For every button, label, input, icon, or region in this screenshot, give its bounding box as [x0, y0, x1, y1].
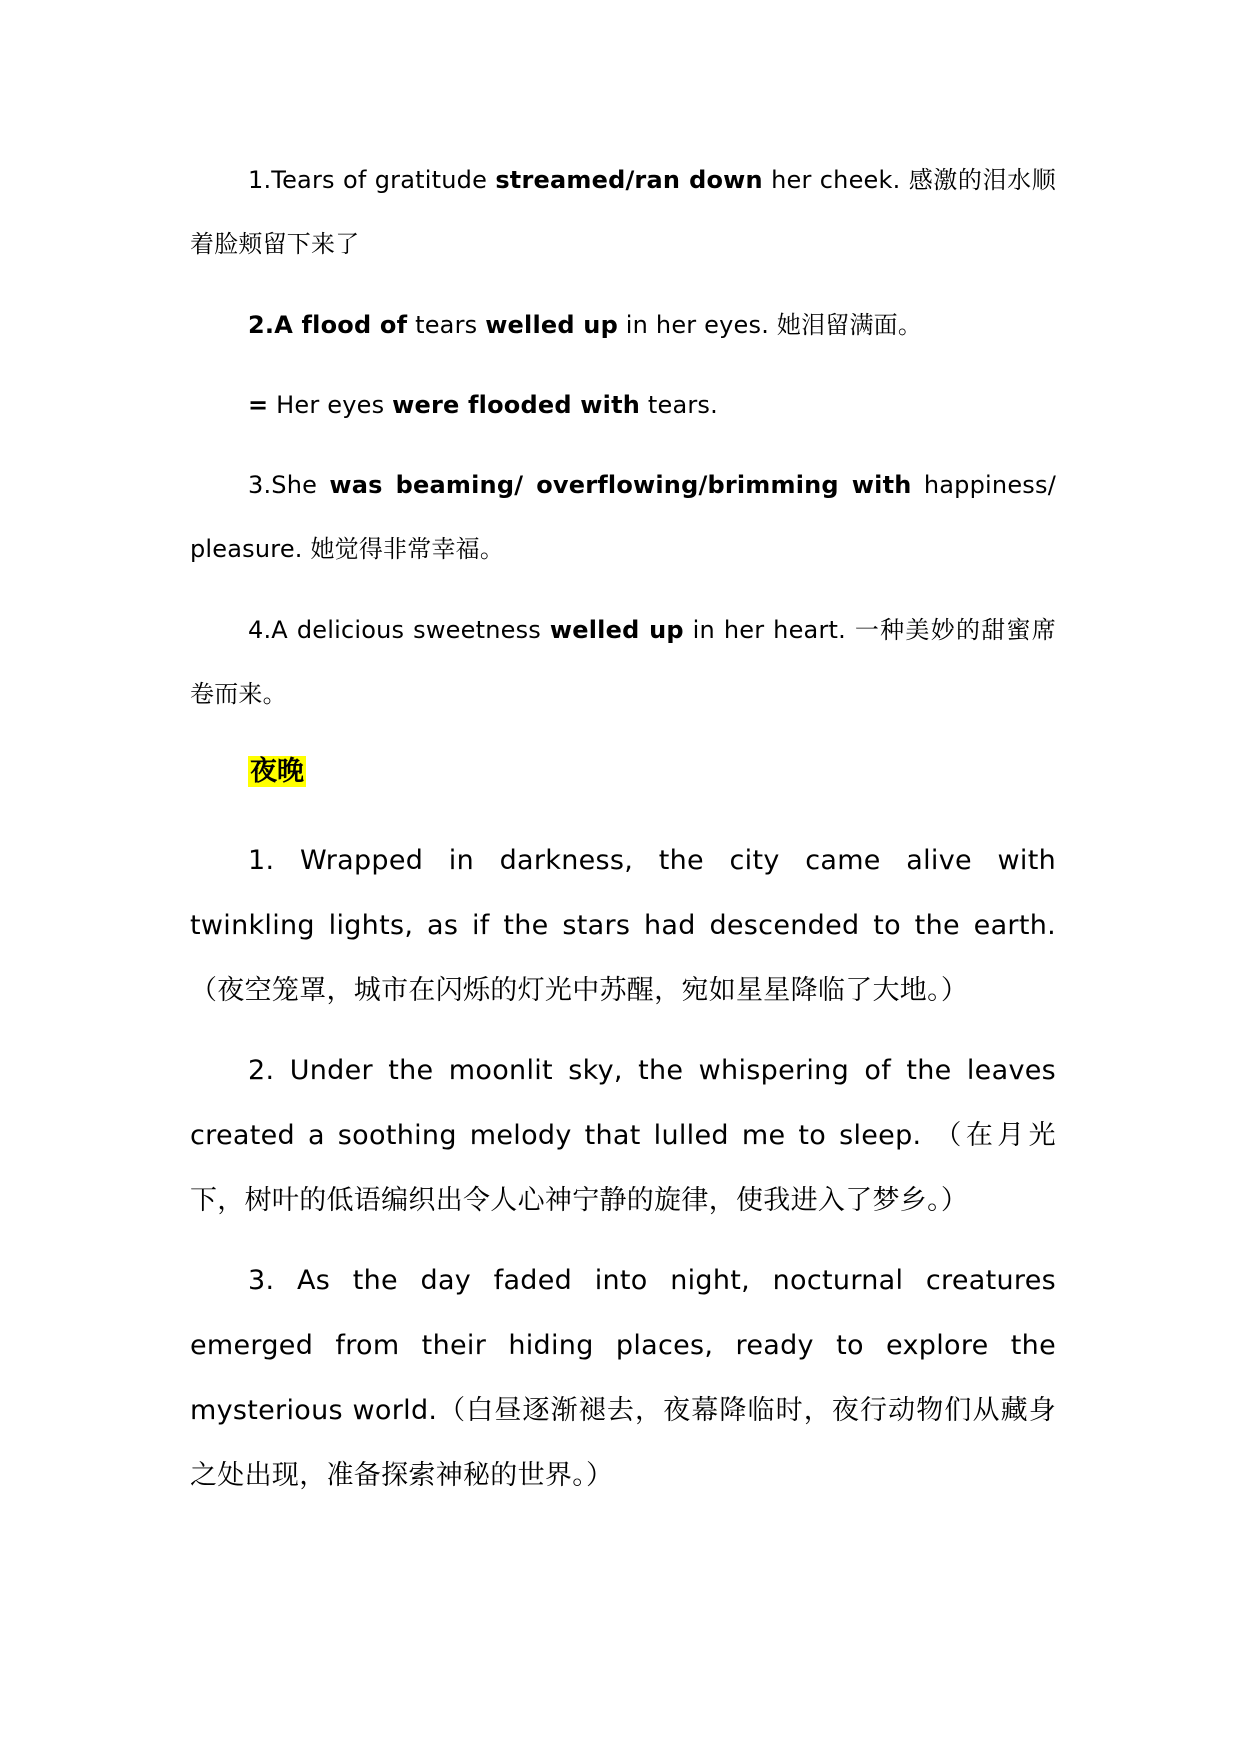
- sentence-1-english: 1. Wrapped in darkness, the city came alive with twinkling lights, as if the stars had descended to the earth.: [190, 845, 1056, 941]
- phrase-3-text: 3.She: [248, 471, 330, 499]
- phrase-item-2-alt: [190, 373, 1056, 437]
- phrase-2-alt-rest: tears.: [640, 391, 718, 419]
- equals-sign: =: [248, 391, 269, 419]
- section-heading-highlight: 夜晚: [250, 756, 304, 787]
- phrase-1-text: 1.Tears of gratitude: [248, 166, 496, 194]
- sentence-2-english: 2. Under the moonlit sky, the whispering of the leaves created a soothing melody that lulled me to sleep.: [190, 1055, 1056, 1151]
- phrase-4-rest: in her heart.: [683, 616, 855, 644]
- phrase-4-translation: 一种美妙的甜蜜席卷而来。: [190, 616, 1056, 708]
- phrase-1-rest: her cheek.: [762, 166, 909, 194]
- phrase-2-bold-start: 2.A flood of: [248, 311, 408, 339]
- sentence-1-translation: （夜空笼罩，城市在闪烁的灯光中苏醒，宛如星星降临了大地。）: [190, 975, 969, 1006]
- section-heading: [248, 752, 306, 792]
- phrase-3-rest: happiness/ pleasure.: [190, 471, 1056, 563]
- phrase-1-translation: 感激的泪水顺着脸颊留下来了: [190, 166, 1056, 258]
- phrase-item-2: [190, 293, 1056, 357]
- phrase-4-bold: welled up: [549, 616, 684, 644]
- phrase-3-translation: 她觉得非常幸福。: [310, 535, 505, 563]
- phrase-2-translation: 她泪留满面。: [776, 311, 923, 339]
- phrase-2-alt-text: Her eyes: [268, 391, 393, 419]
- phrase-1-bold: streamed/ran down: [495, 166, 763, 194]
- sentence-item-1: [190, 828, 1056, 1023]
- phrase-3-bold: was beaming/ overflowing/brimming with: [329, 471, 912, 499]
- sentence-item-3: [190, 1248, 1056, 1508]
- sentence-item-2: [190, 1038, 1056, 1233]
- sentence-2-translation: （在月光下，树叶的低语编织出令人心神宁静的旋律，使我进入了梦乡。）: [190, 1120, 1056, 1216]
- sentence-3-translation: （白昼逐渐褪去，夜幕降临时，夜行动物们从藏身之处出现，准备探索神秘的世界。）: [190, 1395, 1056, 1491]
- sentence-3-english: 3. As the day faded into night, nocturnal creatures emerged from their hiding places, ready to explore the mysterious world.: [190, 1265, 1056, 1426]
- phrase-item-4: [190, 598, 1056, 726]
- phrase-2-alt-bold: were flooded with: [392, 391, 641, 419]
- phrase-2-rest: in her eyes.: [617, 311, 777, 339]
- phrase-2-text: tears: [407, 311, 486, 339]
- phrase-2-bold: welled up: [485, 311, 618, 339]
- phrase-item-1: [190, 148, 1056, 276]
- phrase-item-3: [190, 453, 1056, 581]
- phrase-4-text: 4.A delicious sweetness: [248, 616, 550, 644]
